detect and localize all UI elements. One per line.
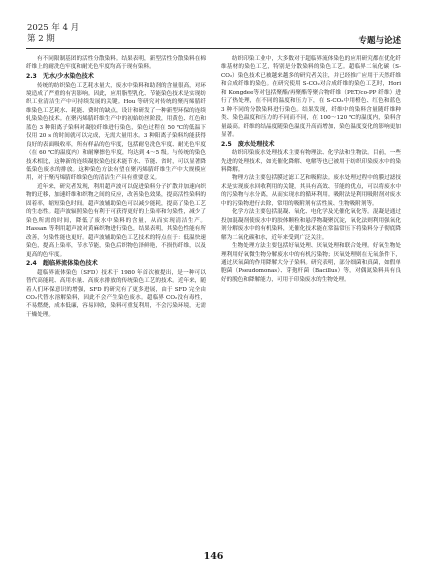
- header-section-title: 专题与论述: [358, 36, 401, 46]
- right-column-paragraph: 纺织印染工业中，大多数对于超临界流体染色的应用研究都在优化纤维基材的染色工艺，特别是分散染料的染色工艺。超临界二氧化碳（S-CO₂）染色技术已被越来越多的研究者关注，并已经推广应用于天然纤维和合成纤维的染色。在研究使用 S-CO₂对合成纤维的染色工艺时，Hori 和 Kongdee等对包括聚酯/再聚酯等聚合物纤维（PET/co-PP 纤维）进行了热处理，在不同的温度和压力下，在 S-CO₂中用橙色、红色和蓝色 3 种不同的分散染料进行染色。结果发现，纤维中的染料含量随纤维种类、染色温度和压力的不同而不同，在 100～120 ℃的温度内，染料含量最高。纤维的结晶度随染色温度升高而增加，染色温度变化的影响更加显著。: [221, 56, 401, 139]
- left-column: [26, 55, 206, 319]
- right-column-paragraph: 化学方法主要包括混凝、氧化、电化学及光催化氧化等。混凝是通过投加混凝剂使废水中的胶体颗粒和悬浮物凝聚沉淀，氧化法则利用强氧化剂分解废水中的有机染料，光催化技术能在常温常压下将染料分子彻底降解为二氧化碳和水，近年来受到广泛关注。: [221, 209, 401, 241]
- page-number: 146: [203, 551, 224, 562]
- header-rule: [26, 48, 401, 49]
- left-column-paragraph: 超临界流体染色（SFD）技术于 1980 年首次被提出，是一种可以替代高能耗、高用水量、高废水排放的传统染色工艺的技术。近年来，随着人们环保意识的增强，SFD 的研究有了更多进展，由于 SFD 完全由 CO₂代替水溶解染料，因此不会产生染色废水。超临界 CO₂没有毒性，不易燃烧，成本低廉，容易回收，染料可重复利用，不会污染环境，无需干燥处理。: [26, 269, 206, 318]
- right-column: [221, 55, 401, 284]
- right-column-paragraph: 纺织印染废水处理技术主要有物理法、化学法和生物法。目前，一些先进的处理技术，如光催化降解、电解等也已被用于纺织印染废水中的染料降解。: [221, 150, 401, 174]
- right-column-paragraph: 生物处理方法主要包括好氧处理、厌氧处理和联合处理。好氧生物处理利用好氧微生物分解废水中的有机污染物；厌氧处理则在无氧条件下，通过厌氧菌的作用降解大分子染料。研究表明，部分细菌和真菌，如假单胞菌（Pseudomonas）、芽孢杆菌（Bacillus）等，对偶氮染料具有良好的脱色和降解能力，可用于印染废水的生物处理。: [221, 243, 401, 283]
- right-column-section-heading: 2.5 废水处理技术: [221, 140, 275, 148]
- right-column-paragraph: 物理方法主要包括膜过滤工艺和吸附法。废水处理过程中的膜过滤技术是实现废水回收利用的关键，其具有高效、节能的优点，可以将废水中的污染物与水分离，从而实现水的循环利用。吸附法是利用吸附剂对废水中的污染物进行去除，常用的吸附剂有活性炭、生物吸附剂等。: [221, 175, 401, 207]
- header-date: 2025 年 4 月: [27, 23, 80, 33]
- left-column-paragraph: 有不同限制基团的活性分散染料。结果表明，新型活性分散染料在棉纤维上的耐洗色牢度和耐光色牢度均高于现有染料。: [26, 56, 206, 71]
- left-column-section-heading: 2.3 无水/少水染色技术: [26, 72, 94, 80]
- left-column-section-heading: 2.4 超临界流体染色技术: [26, 260, 98, 268]
- left-column-paragraph: 近年来，研究者发现，利用超声波可以促进染料分子扩散并加速向织物的迁移，加速纤维和织物之间的反应，改善染色效果，提高活性染料的固着率，缩短染色时间。超声波辅助染色可以减少能耗，提高了染色工艺的生态性。超声波辐照染色有利于可获得更好的上染率和匀染性，减少了染色所需的时间，降低了废水中染料的含量，从而实现清洁生产。Hassan 等利用超声波对黄麻织物进行染色，结果表明，其染色性能有所改善，匀染性能也更好。超声波辅助染色工艺技术的特点在于：低温快速染色，提高上染率，节水节能，染色后织物色泽鲜艳，不损伤纤维，以及更高的色牢度。: [26, 183, 206, 258]
- left-column-paragraph: 传统的纺织染色工艺耗水量大，废水中染料和助剂的含量很高，对环境造成了严重的有害影响。因此，应用脂型乳化、节能染色技术是实现纺织工业清洁生产中可持续发展的关键。Hou 等研究对传统的聚丙烯腈纤维染色工艺耗水、耗能、费时的缺点，设计和研发了一种新型环保的连续轧染染色技术。在聚丙烯腈纤维生产中的初始纺丝阶段，用黄色、红色和蓝色 3 种阳离子染料对凝胶纤维进行染色，染色过程在 50 ℃的低温下仅用 20 s 的时间就可以完成，无需大量用水。3 种阳离子染料均能获得良好的表面吸收率，所有样品的色牢度，包括耐皂洗色牢度、耐光色牢度（在 60 ℃的温度内）和耐摩擦色牢度，均达到 4～5 级。与传统的染色技术相比，这种新的连续凝胶染色技术能节水、节能、省时，可以显著降低染色废水的排放。这种染色方法有望在聚丙烯腈纤维生产中大规模应用，对于聚丙烯腈纤维染色的清洁生产具有重要意义。: [26, 82, 206, 182]
- header-issue: 第 2 期: [27, 34, 55, 44]
- page-header-left: [27, 23, 79, 45]
